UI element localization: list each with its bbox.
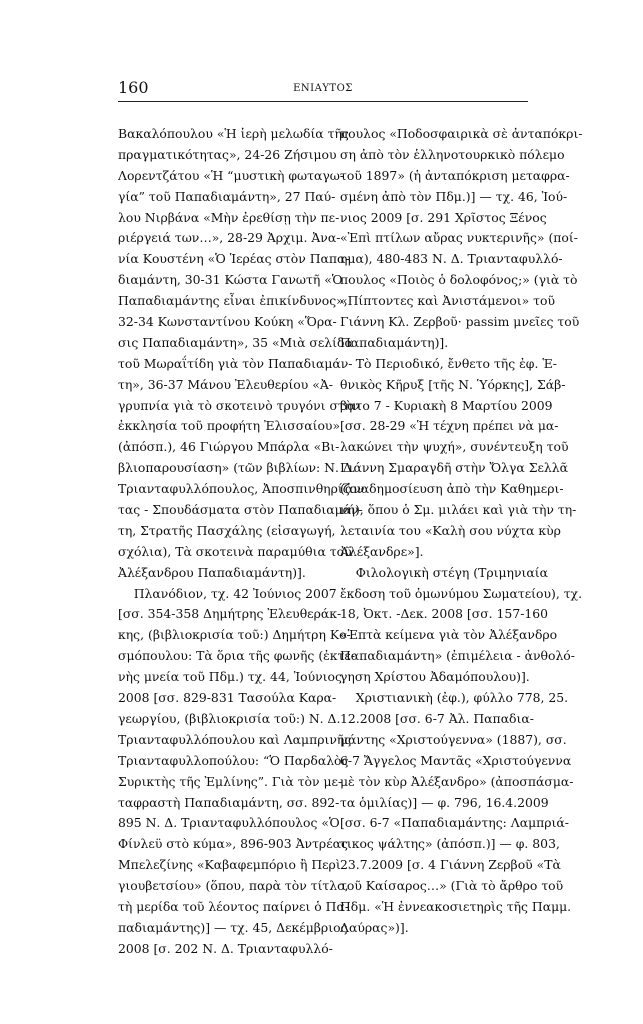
text-line: τοῦ Μωραΐτίδη γιὰ τὸν Παπαδιαμάν-: [118, 355, 353, 371]
text-line: γηση Χρίστου Ἀδαμόπουλου)].: [340, 669, 530, 685]
text-line: (ἀναδημοσίευση ἀπὸ τὴν Καθημερι-: [340, 481, 564, 497]
text-line: τὴ μερίδα τοῦ λέοντος παίρνει ὁ Πα-: [118, 898, 349, 914]
text-line: γρυπνία γιὰ τὸ σκοτεινὸ τρυγόνι στὴν: [118, 397, 360, 413]
text-line: νία Κουστένη «Ὁ Ἱερέας στὸν Παπα-: [118, 251, 350, 267]
page-number: 160: [118, 78, 149, 97]
text-line: τη», 36-37 Μάνου Ἐλευθερίου «Ἀ-: [118, 376, 333, 392]
text-line: ημα), 480-483 Ν. Δ. Τριανταφυλλό-: [340, 251, 563, 267]
text-line: Παπαδιαμάντης εἶναι ἐπικίνδυνος»,: [118, 293, 348, 309]
text-line: ριέργειά των…», 28-29 Ἀρχιμ. Ἀνα-: [118, 230, 341, 246]
text-line: «Ἐπὶ πτίλων αὔρας νυκτερινῆς» (ποί-: [340, 230, 578, 246]
text-line: Πδμ. «Ἡ ἐννεακοσιετηρὶς τῆς Παμμ.: [340, 898, 572, 914]
text-line: κης, (βιβλιοκρισία τοῦ:) Δημήτρη Κο-: [118, 627, 351, 643]
text-line: 6-7 Ἄγγελος Μαντᾶς «Χριστούγεννα: [340, 752, 572, 768]
text-line: Γιάννη Σμαραγδῆ στὴν Ὄλγα Σελλᾶ: [340, 460, 568, 476]
text-line: τα ὁμιλίας)] — φ. 796, 16.4.2009: [340, 794, 549, 810]
text-line: Ἀλέξανδρου Παπαδιαμάντη)].: [118, 564, 306, 580]
text-line: τοῦ Καίσαρος…» (Γιὰ τὸ ἄρθρο τοῦ: [340, 878, 564, 894]
text-line: μάντης «Χριστούγεννα» (1887), σσ.: [340, 731, 567, 747]
text-line: σμόπουλου: Τὰ ὅρια τῆς φωνῆς (ἐκτε-: [118, 648, 356, 664]
text-line: παδιαμάντης)] — τχ. 45, Δεκέμβριος: [118, 919, 348, 935]
text-line: «Ἑπτὰ κείμενα γιὰ τὸν Ἀλέξανδρο: [340, 627, 558, 643]
text-line: Παπαδιαμάντη» (ἐπιμέλεια - ἀνθολό-: [340, 648, 575, 664]
text-line: νιος 2009 [σ. 291 Χρῖστος Ξένος: [340, 209, 547, 225]
text-line: Γιάννη Κλ. Ζερβοῦ· passim μνεῖες τοῦ: [340, 314, 580, 330]
text-line: Φίνλεϋ στὸ κύμα», 896-903 Ἀντρέας: [118, 836, 348, 852]
text-line: τοῦ 1897» (ἡ ἀνταπόκριση μεταφρα-: [340, 167, 570, 183]
text-line: τη, Στρατῆς Πασχάλης (εἰσαγωγή,: [118, 522, 336, 538]
text-line: γία” τοῦ Παπαδιαμάντη», 27 Παύ-: [118, 188, 336, 204]
text-line: Συρικτὴς τῆς Ἐμλίνης”. Γιὰ τὸν με-: [118, 773, 343, 789]
text-line: βατο 7 - Κυριακὴ 8 Μαρτίου 2009: [340, 397, 553, 413]
text-line: λου Νιρβάνα «Μὴν ἐρεθίσῃ τὴν πε-: [118, 209, 340, 225]
text-line: νὴς μνεία τοῦ Πδμ.) τχ. 44, Ἰούνιος: [118, 669, 342, 685]
text-line: Τὸ Περιοδικό, ἔνθετο τῆς ἐφ. Ἑ-: [340, 355, 557, 371]
text-line: 32-34 Κωνσταντίνου Κούκη «Ὅρα-: [118, 314, 337, 330]
text-line: Παπαδιαμάντη)].: [340, 334, 449, 350]
right-text-column: [340, 124, 583, 939]
text-line: 18, Ὀκτ. -Δεκ. 2008 [σσ. 157-160: [340, 606, 549, 622]
text-line: ἔκδοση τοῦ ὁμωνύμου Σωματείου), τχ.: [340, 585, 583, 601]
text-line: τικος ψάλτης» (ἀπόσπ.)] — φ. 803,: [340, 836, 560, 852]
left-text-column: [118, 124, 365, 960]
text-line: πραγματικότητας», 24-26 Ζήσιμου: [118, 146, 337, 162]
text-line: (ἀπόσπ.), 46 Γιώργου Μπάρλα «Βι-: [118, 439, 340, 455]
text-line: 895 Ν. Δ. Τριανταφυλλόπουλος «Ὁ: [118, 815, 340, 831]
page-header: [118, 79, 528, 102]
text-line: Μπελεζίνης «Καβαφεμπόριο ἢ Περὶ: [118, 857, 341, 873]
text-line: βλιοπαρουσίαση» (τῶν βιβλίων: Ν. Δ.: [118, 460, 356, 476]
text-line: Βακαλόπουλου «Ἡ ἱερὴ μελωδία τῆς: [118, 126, 349, 141]
text-line: Λαύρας»)].: [340, 919, 409, 935]
text-line: 2008 [σσ. 829-831 Τασούλα Καρα-: [118, 690, 337, 706]
text-line: [σσ. 354-358 Δημήτρης Ἐλευθεράκ-: [118, 606, 342, 622]
text-line: Ἀλέξανδρε»].: [340, 543, 424, 559]
text-line: 2008 [σ. 202 Ν. Δ. Τριανταφυλλό-: [118, 940, 333, 956]
text-line: γιουβετσίου» (ὅπου, παρὰ τὸν τίτλο,: [118, 878, 349, 894]
text-line: 23.7.2009 [σ. 4 Γιάννη Ζερβοῦ «Τὰ: [340, 857, 561, 873]
text-line: θνικὸς Κῆρυξ [τῆς Ν. Ὑόρκης], Σάβ-: [340, 376, 566, 392]
text-line: πουλος «Ποδοσφαιρικὰ σὲ ἀνταπόκρι-: [340, 126, 583, 141]
text-line: 12.2008 [σσ. 6-7 Ἀλ. Παπαδια-: [340, 710, 534, 726]
text-line: ἐκκλησία τοῦ προφήτη Ἐλισσαίου»: [118, 418, 341, 434]
text-line: Τριανταφυλλόπουλου καὶ Λαμπρινῆς: [118, 731, 352, 747]
text-line: τας - Σπουδάσματα στὸν Παπαδιαμάν-: [118, 502, 363, 518]
text-line: ταφραστὴ Παπαδιαμάντη, σσ. 892-: [118, 794, 340, 810]
text-line: λεταινία του «Καλὴ σου νύχτα κὺρ: [340, 522, 561, 538]
text-line: σις Παπαδιαμάντη», 35 «Μιὰ σελίδα: [118, 334, 353, 350]
text-line: πουλος «Ποιὸς ὁ δολοφόνος;» (γιὰ τὸ: [340, 272, 578, 288]
text-line: [σσ. 28-29 «Ἡ τέχνη πρέπει νὰ μα-: [340, 418, 559, 434]
text-line: γεωργίου, (βιβλιοκρισία τοῦ:) Ν. Δ.: [118, 710, 341, 726]
text-line: «Πίπτοντες καὶ Ἀνιστάμενοι» τοῦ: [340, 293, 556, 309]
text-line: ση ἀπὸ τὸν ἑλληνοτουρκικὸ πόλεμο: [340, 146, 565, 162]
text-line: σχόλια), Τὰ σκοτεινὰ παραμύθια τοῦ: [118, 543, 352, 559]
running-title: ΕΝΙΑΥΤΟΣ: [293, 83, 353, 94]
text-line: διαμάντη, 30-31 Κώστα Γανωτῆ «Ὁ: [118, 272, 343, 288]
text-line: [σσ. 6-7 «Παπαδιαμάντης: Λαμπριά-: [340, 815, 569, 831]
text-line: Τριανταφυλλόπουλος, Ἀποσπινθηρίζον: [118, 481, 365, 497]
text-line: λακώνει τὴν ψυχή», συνέντευξη τοῦ: [340, 439, 569, 455]
text-line: νή), ὅπου ὁ Σμ. μιλάει καὶ γιὰ τὴν τη-: [340, 502, 577, 518]
text-line: Πλανόδιον, τχ. 42 Ἰούνιος 2007: [118, 585, 337, 601]
text-line: σμένη ἀπὸ τὸν Πδμ.)] — τχ. 46, Ἰού-: [340, 188, 568, 204]
text-line: Τριανταφυλλοπούλου: “Ὁ Παρδαλὸς: [118, 752, 349, 768]
text-line: Χριστιανικὴ (ἐφ.), φύλλο 778, 25.: [340, 690, 569, 706]
text-line: Λορεντζάτου «Ἡ “μυστικὴ φωταγω-: [118, 167, 345, 183]
text-line: μὲ τὸν κὺρ Ἀλέξανδρο» (ἀποσπάσμα-: [340, 773, 574, 789]
text-line: Φιλολογικὴ στέγη (Τριμηνιαία: [340, 564, 548, 580]
